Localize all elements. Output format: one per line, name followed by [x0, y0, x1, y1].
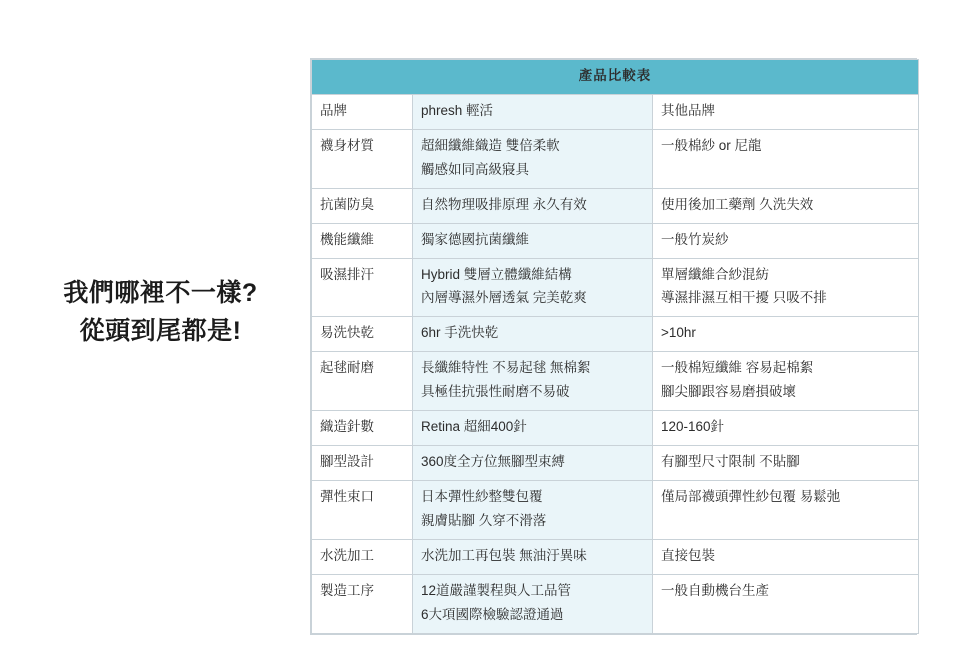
- cell-line: 一般棉短纖維 容易起棉絮: [661, 360, 814, 376]
- table-row: [312, 188, 919, 223]
- row-label: 彈性束口: [312, 480, 413, 539]
- cell-line: 親膚貼腳 久穿不滑落: [421, 512, 547, 528]
- cell-line: 一般自動機台生產: [661, 582, 769, 598]
- product-comparison-table: [310, 58, 917, 635]
- cell-line: 日本彈性紗整雙包覆: [421, 488, 543, 504]
- table-row: [312, 480, 919, 539]
- cell-line: 腳尖腳跟容易磨損破壞: [661, 384, 796, 400]
- cell-line: 6大項國際檢驗認證通過: [421, 606, 564, 622]
- row-theirs-value: [653, 317, 919, 352]
- row-label: 吸濕排汗: [312, 258, 413, 317]
- cell-line: 僅局部襪頭彈性紗包覆 易鬆弛: [661, 488, 841, 504]
- row-label: 易洗快乾: [312, 317, 413, 352]
- row-ours-value: [413, 188, 653, 223]
- cell-line: 6hr 手洗快乾: [421, 325, 499, 341]
- row-label: 起毬耐磨: [312, 352, 413, 411]
- row-theirs-value: [653, 411, 919, 446]
- row-label: 機能纖維: [312, 223, 413, 258]
- row-label: 腳型設計: [312, 446, 413, 481]
- header-ours: phresh 輕活: [413, 94, 653, 129]
- row-label: 水洗加工: [312, 539, 413, 574]
- cell-line: 一般竹炭紗: [661, 231, 729, 247]
- row-theirs-value: [653, 223, 919, 258]
- table-row: [312, 129, 919, 188]
- cell-line: 一般棉紗 or 尼龍: [661, 137, 762, 153]
- cell-line: 導濕排濕互相干擾 只吸不排: [661, 290, 827, 306]
- cell-line: 水洗加工再包裝 無油汙異味: [421, 547, 587, 563]
- row-theirs-value: [653, 352, 919, 411]
- header-brand-label: 品牌: [312, 94, 413, 129]
- row-label: 襪身材質: [312, 129, 413, 188]
- cell-line: 自然物理吸排原理 永久有效: [421, 196, 587, 212]
- cell-line: Hybrid 雙層立體纖維結構: [421, 266, 572, 282]
- row-ours-value: [413, 258, 653, 317]
- row-ours-value: [413, 352, 653, 411]
- row-ours-value: [413, 446, 653, 481]
- cell-line: 使用後加工藥劑 久洗失效: [661, 196, 814, 212]
- row-ours-value: [413, 539, 653, 574]
- headline-line-1: 我們哪裡不一樣?: [63, 279, 258, 307]
- table-row: [312, 223, 919, 258]
- cell-line: 超細纖維織造 雙倍柔軟: [421, 137, 560, 153]
- cell-line: 12道嚴謹製程與人工品管: [421, 582, 572, 598]
- cell-line: 具極佳抗張性耐磨不易破: [421, 384, 570, 400]
- cell-line: 長纖維特性 不易起毬 無棉絮: [421, 360, 591, 376]
- row-theirs-value: [653, 258, 919, 317]
- table-header-row: [312, 94, 919, 129]
- row-theirs-value: [653, 129, 919, 188]
- cell-line: 360度全方位無腳型束縛: [421, 454, 566, 470]
- headline-line-2: 從頭到尾都是!: [79, 316, 242, 345]
- row-ours-value: [413, 317, 653, 352]
- cell-line: Retina 超細400針: [421, 419, 527, 435]
- row-theirs-value: [653, 446, 919, 481]
- cell-line: 直接包裝: [661, 547, 715, 563]
- table-row: [312, 411, 919, 446]
- row-ours-value: [413, 480, 653, 539]
- row-ours-value: [413, 129, 653, 188]
- cell-line: 獨家德國抗菌纖維: [421, 231, 529, 247]
- row-theirs-value: [653, 480, 919, 539]
- row-theirs-value: [653, 188, 919, 223]
- cell-line: 內層導濕外層透氣 完美乾爽: [421, 290, 587, 306]
- table-row: [312, 352, 919, 411]
- row-label: 製造工序: [312, 574, 413, 633]
- cell-line: 有腳型尺寸限制 不貼腳: [661, 454, 800, 470]
- table-row: [312, 446, 919, 481]
- cell-line: 單層纖維合紗混紡: [661, 266, 769, 282]
- cell-line: 120-160針: [661, 419, 725, 435]
- table-row: [312, 258, 919, 317]
- header-theirs: 其他品牌: [653, 94, 919, 129]
- row-theirs-value: [653, 539, 919, 574]
- page-headline: [28, 275, 293, 350]
- row-ours-value: [413, 574, 653, 633]
- cell-line: >10hr: [661, 325, 696, 341]
- row-ours-value: [413, 411, 653, 446]
- table-row: [312, 539, 919, 574]
- table-row: [312, 317, 919, 352]
- row-theirs-value: [653, 574, 919, 633]
- row-label: 抗菌防臭: [312, 188, 413, 223]
- table-title-row: [312, 60, 919, 95]
- cell-line: 觸感如同高級寢具: [421, 161, 529, 177]
- table-title: 產品比較表: [312, 60, 919, 95]
- row-ours-value: [413, 223, 653, 258]
- row-label: 織造針數: [312, 411, 413, 446]
- table-row: [312, 574, 919, 633]
